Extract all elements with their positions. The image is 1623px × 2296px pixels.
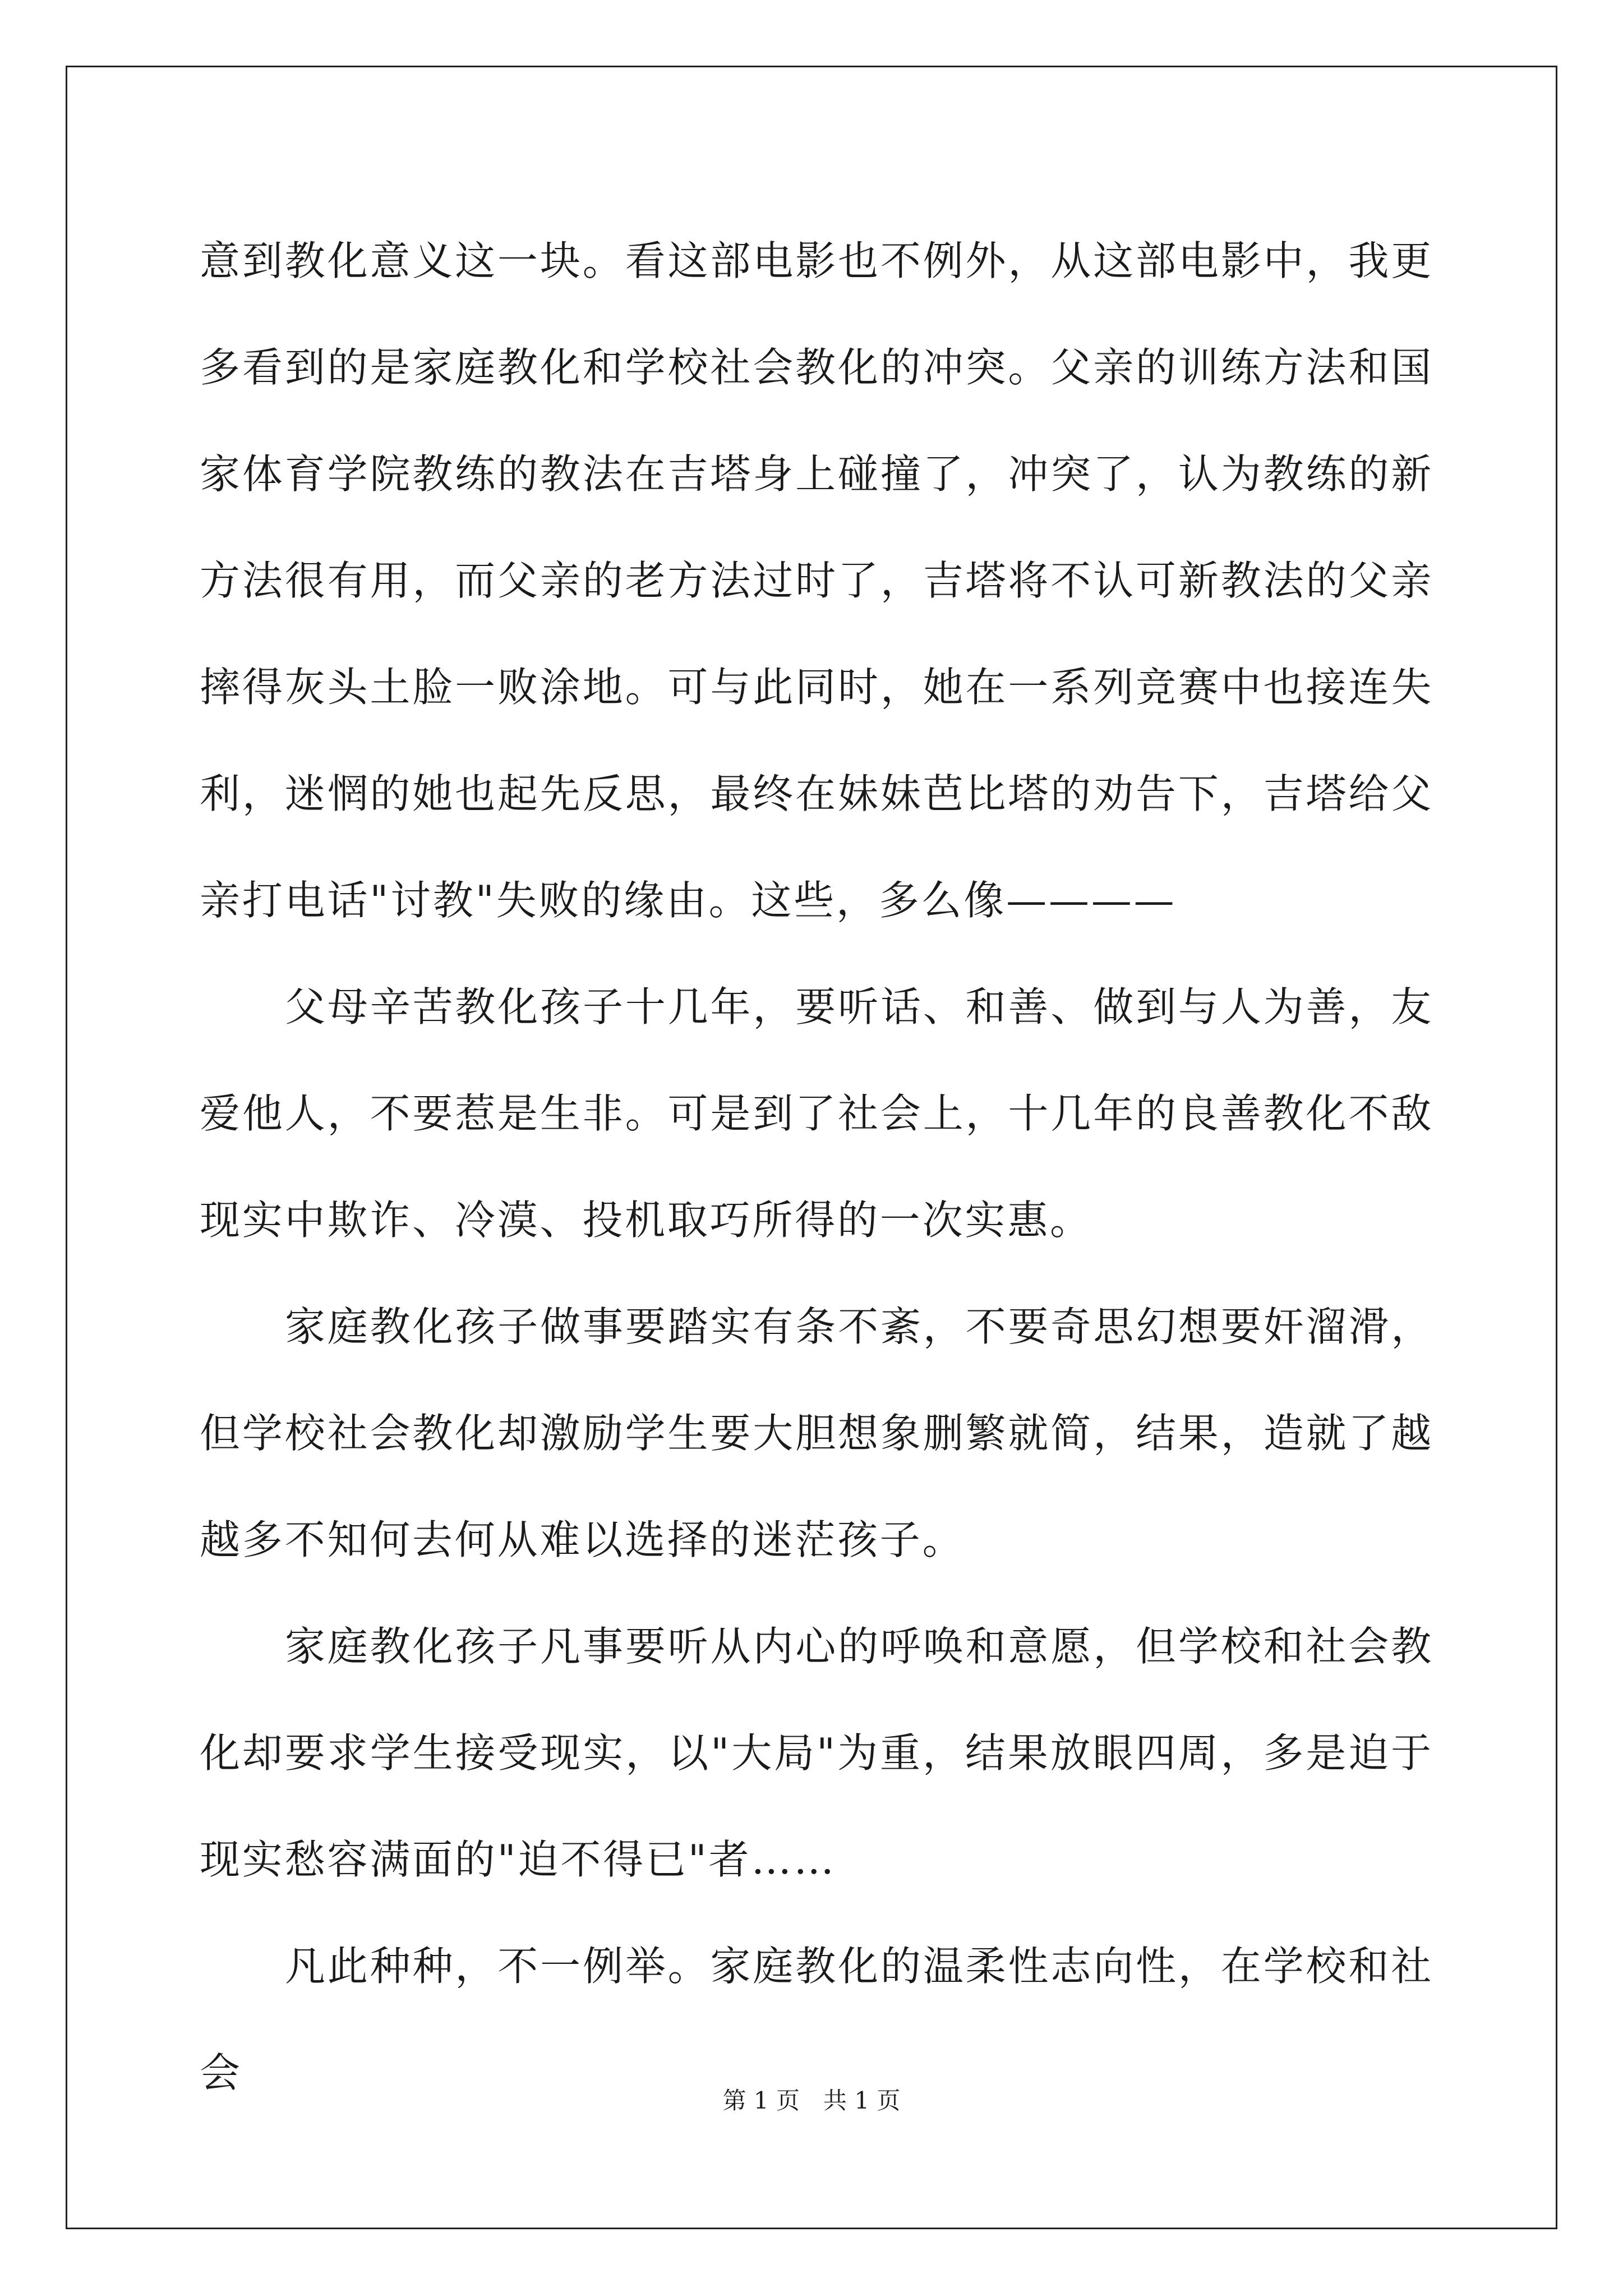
page-footer (0, 2084, 1623, 2118)
paragraph-5: 凡此种种，不一例举。家庭教化的温柔性志向性，在学校和社会 (200, 1943, 1433, 2096)
paragraph-1: 意到教化意义这一块。看这部电影也不例外，从这部电影中，我更多看到的是家庭教化和学校社会教化的冲突。父亲的训练方法和国家体育学院教练的教法在吉塔身上碰撞了，冲突了，认为教练的新方法很有用，而父亲的老方法过时了，吉塔将不认可新教法的父亲摔得灰头土脸一败涂地。可与此同时，她在一系列竞赛中也接连失利，迷惘的她也起先反思，最终在妹妹芭比塔的劝告下，吉塔给父亲打电话"讨教"失败的缘由。这些，多么像———— (200, 237, 1433, 924)
paragraph-4: 家庭教化孩子凡事要听从内心的呼唤和意愿，但学校和社会教化却要求学生接受现实，以"大局"为重，结果放眼四周，多是迫于现实愁容满面的"迫不得已"者…… (200, 1623, 1433, 1883)
document-body (200, 208, 1433, 2126)
paragraph-2: 父母辛苦教化孩子十几年，要听话、和善、做到与人为善，友爱他人，不要惹是生非。可是到了社会上，十几年的良善教化不敌现实中欺诈、冷漠、投机取巧所得的一次实惠。 (200, 983, 1433, 1244)
paragraph-3: 家庭教化孩子做事要踏实有条不紊，不要奇思幻想要奸溜滑，但学校社会教化却激励学生要大胆想象删繁就简，结果，造就了越越多不知何去何从难以选择的迷茫孩子。 (200, 1303, 1433, 1563)
page-number: 第 1 页 共 1 页 (722, 2087, 901, 2114)
